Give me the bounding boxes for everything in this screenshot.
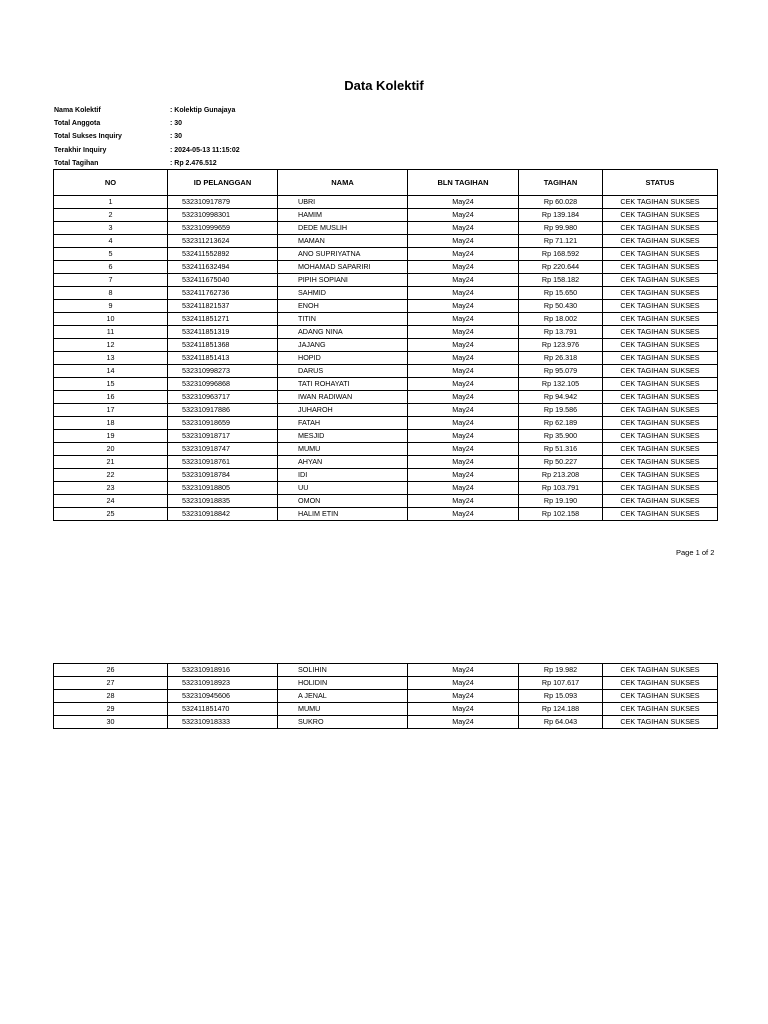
- cell-id-pelanggan: 532411851368: [168, 339, 278, 352]
- cell-nama: AHYAN: [278, 456, 408, 469]
- cell-status: CEK TAGIHAN SUKSES: [603, 417, 718, 430]
- summary-row-terakhir-inquiry: [54, 144, 240, 157]
- cell-nama: A JENAL: [278, 690, 408, 703]
- cell-bln-tagihan: May24: [408, 495, 519, 508]
- cell-tagihan: Rp 26.318: [519, 352, 603, 365]
- cell-status: CEK TAGIHAN SUKSES: [603, 508, 718, 521]
- cell-no: 4: [54, 235, 168, 248]
- cell-status: CEK TAGIHAN SUKSES: [603, 443, 718, 456]
- cell-id-pelanggan: 532411632494: [168, 261, 278, 274]
- cell-status: CEK TAGIHAN SUKSES: [603, 352, 718, 365]
- table-row: [54, 248, 718, 261]
- cell-tagihan: Rp 19.190: [519, 495, 603, 508]
- cell-id-pelanggan: 532411851413: [168, 352, 278, 365]
- cell-tagihan: Rp 103.791: [519, 482, 603, 495]
- cell-nama: ADANG NINA: [278, 326, 408, 339]
- cell-no: 15: [54, 378, 168, 391]
- cell-nama: HALIM ETIN: [278, 508, 408, 521]
- summary-label: Terakhir Inquiry: [54, 146, 107, 154]
- cell-nama: JUHAROH: [278, 404, 408, 417]
- cell-id-pelanggan: 532310918333: [168, 716, 278, 729]
- table-row: [54, 716, 718, 729]
- cell-no: 6: [54, 261, 168, 274]
- cell-bln-tagihan: May24: [408, 222, 519, 235]
- page-number: Page 1 of 2: [676, 548, 715, 557]
- cell-bln-tagihan: May24: [408, 716, 519, 729]
- cell-nama: MOHAMAD SAPARIRI: [278, 261, 408, 274]
- cell-no: 24: [54, 495, 168, 508]
- cell-nama: UBRI: [278, 196, 408, 209]
- cell-nama: MESJID: [278, 430, 408, 443]
- table-row: [54, 417, 718, 430]
- cell-id-pelanggan: 532310918835: [168, 495, 278, 508]
- cell-status: CEK TAGIHAN SUKSES: [603, 664, 718, 677]
- cell-id-pelanggan: 532411851470: [168, 703, 278, 716]
- cell-bln-tagihan: May24: [408, 378, 519, 391]
- summary-value: : Kolektip Gunajaya: [170, 107, 236, 114]
- cell-nama: JAJANG: [278, 339, 408, 352]
- cell-bln-tagihan: May24: [408, 430, 519, 443]
- summary-row-total-tagihan: [54, 157, 240, 170]
- cell-nama: OMON: [278, 495, 408, 508]
- table-row: [54, 287, 718, 300]
- cell-bln-tagihan: May24: [408, 248, 519, 261]
- table-header-row: [54, 170, 718, 196]
- cell-no: 11: [54, 326, 168, 339]
- cell-no: 30: [54, 716, 168, 729]
- cell-no: 14: [54, 365, 168, 378]
- cell-no: 19: [54, 430, 168, 443]
- cell-nama: UU: [278, 482, 408, 495]
- cell-id-pelanggan: 532411821537: [168, 300, 278, 313]
- cell-tagihan: Rp 213.208: [519, 469, 603, 482]
- table-row: [54, 690, 718, 703]
- cell-id-pelanggan: 532310918761: [168, 456, 278, 469]
- table-row: [54, 326, 718, 339]
- cell-status: CEK TAGIHAN SUKSES: [603, 404, 718, 417]
- cell-tagihan: Rp 64.043: [519, 716, 603, 729]
- table-row: [54, 703, 718, 716]
- cell-no: 18: [54, 417, 168, 430]
- column-header-no: NO: [54, 170, 168, 196]
- table-row: [54, 352, 718, 365]
- cell-id-pelanggan: 532311213624: [168, 235, 278, 248]
- cell-nama: IWAN RADIWAN: [278, 391, 408, 404]
- table-row: [54, 300, 718, 313]
- cell-bln-tagihan: May24: [408, 326, 519, 339]
- table-row: [54, 274, 718, 287]
- summary-label: Total Tagihan: [54, 159, 99, 167]
- cell-status: CEK TAGIHAN SUKSES: [603, 430, 718, 443]
- cell-no: 3: [54, 222, 168, 235]
- cell-no: 20: [54, 443, 168, 456]
- cell-bln-tagihan: May24: [408, 339, 519, 352]
- cell-nama: FATAH: [278, 417, 408, 430]
- cell-tagihan: Rp 123.976: [519, 339, 603, 352]
- cell-bln-tagihan: May24: [408, 365, 519, 378]
- cell-id-pelanggan: 532310918784: [168, 469, 278, 482]
- summary-row-total-anggota: [54, 117, 240, 130]
- cell-no: 26: [54, 664, 168, 677]
- table-row: [54, 235, 718, 248]
- summary-block: [54, 104, 240, 170]
- cell-id-pelanggan: 532310998273: [168, 365, 278, 378]
- cell-id-pelanggan: 532310999659: [168, 222, 278, 235]
- cell-tagihan: Rp 168.592: [519, 248, 603, 261]
- cell-tagihan: Rp 107.617: [519, 677, 603, 690]
- table-row: [54, 677, 718, 690]
- summary-value: : Rp 2.476.512: [170, 159, 217, 167]
- cell-tagihan: Rp 19.982: [519, 664, 603, 677]
- cell-tagihan: Rp 35.900: [519, 430, 603, 443]
- cell-status: CEK TAGIHAN SUKSES: [603, 313, 718, 326]
- cell-nama: ENOH: [278, 300, 408, 313]
- cell-bln-tagihan: May24: [408, 443, 519, 456]
- cell-bln-tagihan: May24: [408, 261, 519, 274]
- cell-nama: DARUS: [278, 365, 408, 378]
- cell-no: 21: [54, 456, 168, 469]
- cell-no: 2: [54, 209, 168, 222]
- cell-no: 13: [54, 352, 168, 365]
- cell-status: CEK TAGIHAN SUKSES: [603, 222, 718, 235]
- cell-no: 5: [54, 248, 168, 261]
- column-header-id-pelanggan: ID PELANGGAN: [168, 170, 278, 196]
- cell-status: CEK TAGIHAN SUKSES: [603, 235, 718, 248]
- cell-bln-tagihan: May24: [408, 209, 519, 222]
- cell-id-pelanggan: 532411762736: [168, 287, 278, 300]
- cell-tagihan: Rp 158.182: [519, 274, 603, 287]
- cell-bln-tagihan: May24: [408, 677, 519, 690]
- cell-bln-tagihan: May24: [408, 664, 519, 677]
- cell-tagihan: Rp 124.188: [519, 703, 603, 716]
- table-row: [54, 339, 718, 352]
- cell-tagihan: Rp 95.079: [519, 365, 603, 378]
- cell-bln-tagihan: May24: [408, 391, 519, 404]
- cell-id-pelanggan: 532310998301: [168, 209, 278, 222]
- cell-id-pelanggan: 532310945606: [168, 690, 278, 703]
- table-row: [54, 508, 718, 521]
- table-row: [54, 430, 718, 443]
- cell-tagihan: Rp 139.184: [519, 209, 603, 222]
- billing-table-page-1: [53, 169, 718, 521]
- table-body: [54, 664, 718, 729]
- cell-id-pelanggan: 532310918923: [168, 677, 278, 690]
- cell-status: CEK TAGIHAN SUKSES: [603, 482, 718, 495]
- cell-nama: TITIN: [278, 313, 408, 326]
- cell-bln-tagihan: May24: [408, 274, 519, 287]
- cell-nama: MAMAN: [278, 235, 408, 248]
- cell-bln-tagihan: May24: [408, 456, 519, 469]
- cell-status: CEK TAGIHAN SUKSES: [603, 287, 718, 300]
- table-row: [54, 443, 718, 456]
- table-row: [54, 469, 718, 482]
- summary-label: Total Sukses Inquiry: [54, 133, 122, 141]
- cell-no: 12: [54, 339, 168, 352]
- summary-row-nama-kolektif: [54, 104, 240, 117]
- cell-id-pelanggan: 532411851271: [168, 313, 278, 326]
- summary-label: Total Anggota: [54, 120, 101, 128]
- cell-bln-tagihan: May24: [408, 352, 519, 365]
- cell-status: CEK TAGIHAN SUKSES: [603, 495, 718, 508]
- page-title: Data Kolektif: [344, 78, 424, 93]
- table-row: [54, 261, 718, 274]
- cell-id-pelanggan: 532411851319: [168, 326, 278, 339]
- cell-id-pelanggan: 532310918659: [168, 417, 278, 430]
- table-row: [54, 404, 718, 417]
- cell-no: 29: [54, 703, 168, 716]
- cell-tagihan: Rp 94.942: [519, 391, 603, 404]
- cell-status: CEK TAGIHAN SUKSES: [603, 716, 718, 729]
- cell-status: CEK TAGIHAN SUKSES: [603, 248, 718, 261]
- table-row: [54, 209, 718, 222]
- table-body: [54, 196, 718, 521]
- cell-no: 25: [54, 508, 168, 521]
- cell-tagihan: Rp 132.105: [519, 378, 603, 391]
- cell-status: CEK TAGIHAN SUKSES: [603, 274, 718, 287]
- summary-label: Nama Kolektif: [54, 107, 101, 114]
- cell-no: 22: [54, 469, 168, 482]
- cell-status: CEK TAGIHAN SUKSES: [603, 456, 718, 469]
- cell-no: 10: [54, 313, 168, 326]
- cell-nama: TATI ROHAYATI: [278, 378, 408, 391]
- cell-nama: PIPIH SOPIANI: [278, 274, 408, 287]
- summary-value: : 30: [170, 120, 183, 128]
- cell-id-pelanggan: 532310918747: [168, 443, 278, 456]
- cell-id-pelanggan: 532310917879: [168, 196, 278, 209]
- cell-no: 1: [54, 196, 168, 209]
- cell-bln-tagihan: May24: [408, 287, 519, 300]
- cell-nama: SAHMID: [278, 287, 408, 300]
- cell-status: CEK TAGIHAN SUKSES: [603, 677, 718, 690]
- cell-no: 23: [54, 482, 168, 495]
- cell-no: 27: [54, 677, 168, 690]
- cell-no: 8: [54, 287, 168, 300]
- table-row: [54, 365, 718, 378]
- cell-tagihan: Rp 102.158: [519, 508, 603, 521]
- cell-tagihan: Rp 18.002: [519, 313, 603, 326]
- cell-tagihan: Rp 50.227: [519, 456, 603, 469]
- cell-status: CEK TAGIHAN SUKSES: [603, 391, 718, 404]
- cell-status: CEK TAGIHAN SUKSES: [603, 326, 718, 339]
- cell-tagihan: Rp 62.189: [519, 417, 603, 430]
- cell-id-pelanggan: 532411675040: [168, 274, 278, 287]
- summary-row-total-sukses: [54, 130, 240, 143]
- cell-status: CEK TAGIHAN SUKSES: [603, 690, 718, 703]
- cell-status: CEK TAGIHAN SUKSES: [603, 339, 718, 352]
- cell-status: CEK TAGIHAN SUKSES: [603, 196, 718, 209]
- cell-status: CEK TAGIHAN SUKSES: [603, 209, 718, 222]
- column-header-nama: NAMA: [278, 170, 408, 196]
- table-row: [54, 482, 718, 495]
- cell-bln-tagihan: May24: [408, 196, 519, 209]
- cell-tagihan: Rp 71.121: [519, 235, 603, 248]
- column-header-status: STATUS: [603, 170, 718, 196]
- table-row: [54, 664, 718, 677]
- cell-nama: SOLIHIN: [278, 664, 408, 677]
- table-row: [54, 196, 718, 209]
- cell-nama: MUMU: [278, 443, 408, 456]
- cell-bln-tagihan: May24: [408, 235, 519, 248]
- cell-no: 16: [54, 391, 168, 404]
- cell-tagihan: Rp 13.791: [519, 326, 603, 339]
- cell-bln-tagihan: May24: [408, 404, 519, 417]
- cell-nama: ANO SUPRIYATNA: [278, 248, 408, 261]
- cell-tagihan: Rp 220.644: [519, 261, 603, 274]
- table-row: [54, 495, 718, 508]
- cell-bln-tagihan: May24: [408, 417, 519, 430]
- cell-id-pelanggan: 532310918717: [168, 430, 278, 443]
- table-row: [54, 313, 718, 326]
- cell-bln-tagihan: May24: [408, 703, 519, 716]
- cell-tagihan: Rp 19.586: [519, 404, 603, 417]
- cell-bln-tagihan: May24: [408, 690, 519, 703]
- cell-status: CEK TAGIHAN SUKSES: [603, 300, 718, 313]
- cell-bln-tagihan: May24: [408, 313, 519, 326]
- table-row: [54, 391, 718, 404]
- column-header-tagihan: TAGIHAN: [519, 170, 603, 196]
- cell-nama: HOLIDIN: [278, 677, 408, 690]
- cell-nama: IDI: [278, 469, 408, 482]
- summary-value: : 30: [170, 133, 183, 141]
- cell-tagihan: Rp 51.316: [519, 443, 603, 456]
- summary-value: : 2024-05-13 11:15:02: [170, 146, 240, 154]
- table-row: [54, 222, 718, 235]
- cell-status: CEK TAGIHAN SUKSES: [603, 703, 718, 716]
- cell-nama: HAMIM: [278, 209, 408, 222]
- cell-nama: MUMU: [278, 703, 408, 716]
- table-row: [54, 456, 718, 469]
- cell-bln-tagihan: May24: [408, 482, 519, 495]
- cell-id-pelanggan: 532310918916: [168, 664, 278, 677]
- cell-id-pelanggan: 532310918842: [168, 508, 278, 521]
- cell-no: 7: [54, 274, 168, 287]
- cell-tagihan: Rp 99.980: [519, 222, 603, 235]
- table-row: [54, 378, 718, 391]
- cell-nama: SUKRO: [278, 716, 408, 729]
- cell-nama: DEDE MUSLIH: [278, 222, 408, 235]
- cell-tagihan: Rp 15.650: [519, 287, 603, 300]
- cell-status: CEK TAGIHAN SUKSES: [603, 261, 718, 274]
- cell-tagihan: Rp 15.093: [519, 690, 603, 703]
- cell-id-pelanggan: 532310917886: [168, 404, 278, 417]
- cell-no: 17: [54, 404, 168, 417]
- cell-id-pelanggan: 532411552892: [168, 248, 278, 261]
- cell-tagihan: Rp 50.430: [519, 300, 603, 313]
- cell-status: CEK TAGIHAN SUKSES: [603, 469, 718, 482]
- cell-status: CEK TAGIHAN SUKSES: [603, 378, 718, 391]
- cell-bln-tagihan: May24: [408, 300, 519, 313]
- cell-id-pelanggan: 532310918805: [168, 482, 278, 495]
- cell-tagihan: Rp 60.028: [519, 196, 603, 209]
- cell-id-pelanggan: 532310963717: [168, 391, 278, 404]
- cell-no: 9: [54, 300, 168, 313]
- cell-bln-tagihan: May24: [408, 508, 519, 521]
- cell-no: 28: [54, 690, 168, 703]
- column-header-bln-tagihan: BLN TAGIHAN: [408, 170, 519, 196]
- billing-table-page-2: [53, 663, 718, 729]
- cell-status: CEK TAGIHAN SUKSES: [603, 365, 718, 378]
- cell-bln-tagihan: May24: [408, 469, 519, 482]
- cell-id-pelanggan: 532310996868: [168, 378, 278, 391]
- cell-nama: HOPID: [278, 352, 408, 365]
